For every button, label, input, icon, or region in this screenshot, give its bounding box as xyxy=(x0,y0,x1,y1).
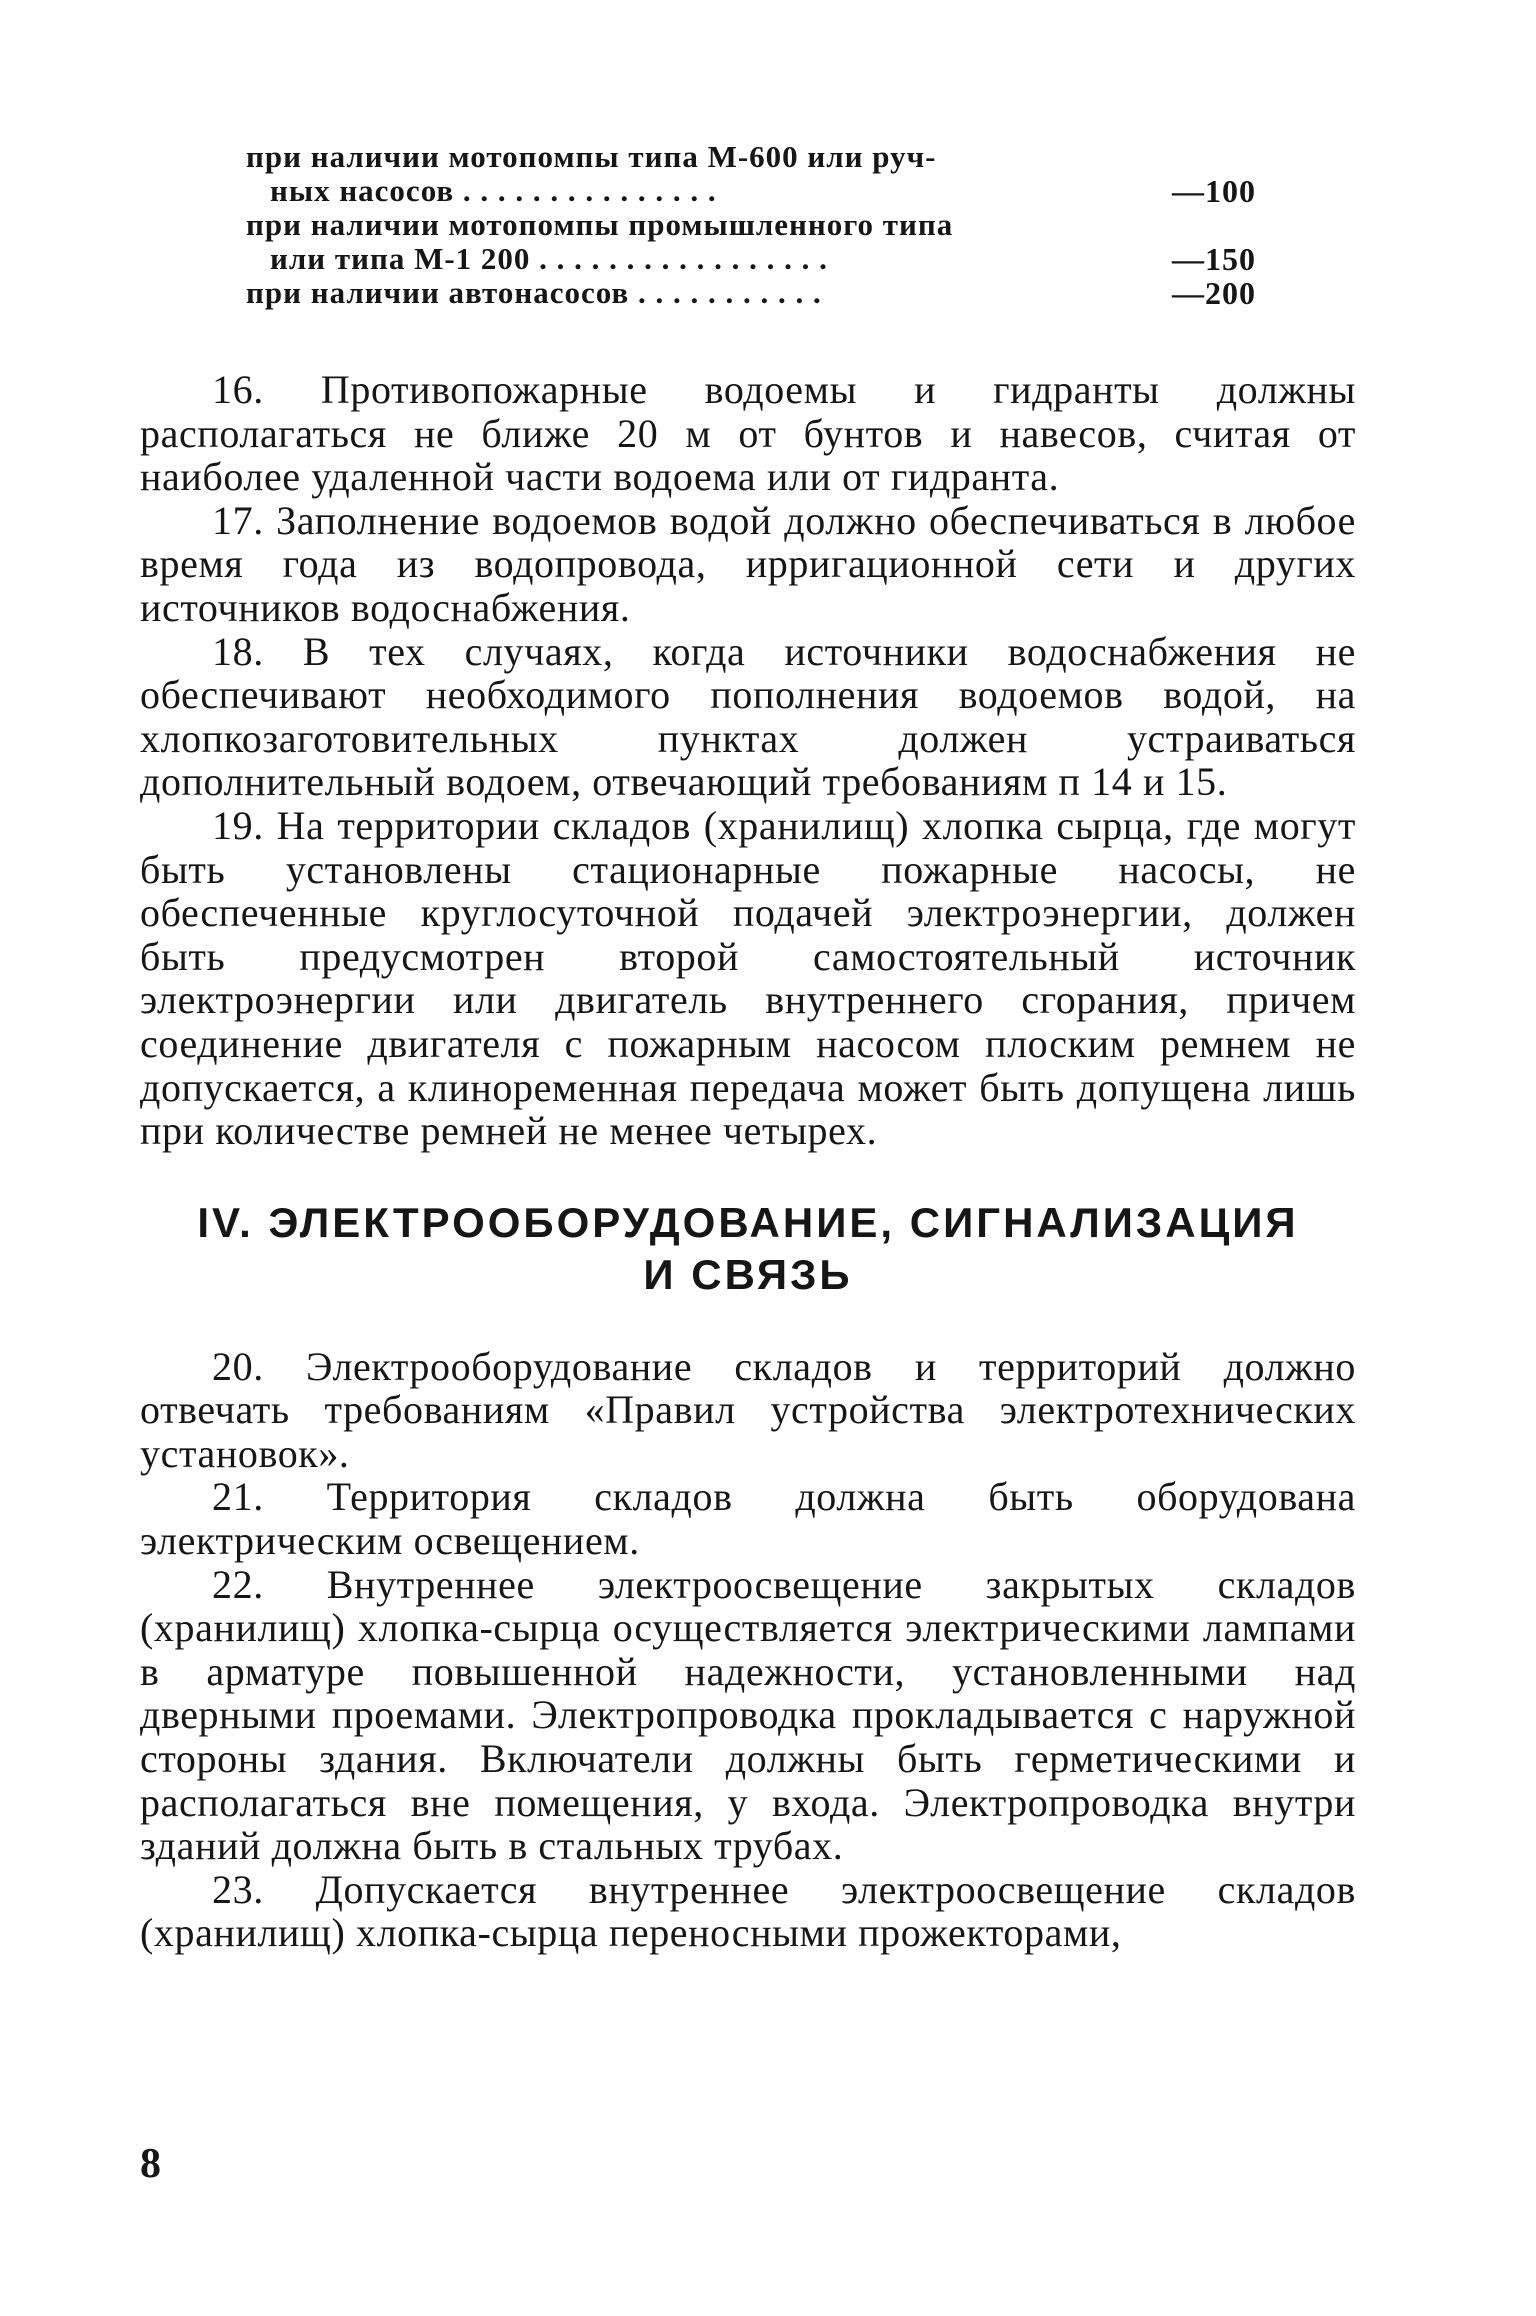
paragraph-19: 19. На территории складов (хранилищ) хлопка сырца, где могут быть установлены стационарные пожарные насосы, не обеспеченные круглосуточной подачей электроэнергии, должен быть предусмотрен второй самостоятельный источник электроэнергии или двигатель внутреннего сгорания, причем соединение двигателя с пожарным насосом плоским ремнем не допускается, а клиноременная передача может быть допущена лишь при количестве ремней не менее четырех. xyxy=(140,802,1356,1154)
row-value: —150 xyxy=(1172,241,1256,277)
row-value: —200 xyxy=(1172,275,1256,311)
section-heading-line-2: И СВЯЗЬ xyxy=(643,1250,853,1298)
row-text: или типа М-1 200 . . . . . . . . . . . . . . . . . xyxy=(270,242,828,276)
water-flow-table xyxy=(246,140,1256,310)
row-value: —100 xyxy=(1172,173,1256,209)
paragraph-23: 23. Допускается внутреннее электроосвещение складов (хранилищ) хлопка-сырца переносными прожекторами, xyxy=(140,1866,1356,1956)
body-text xyxy=(140,368,1356,1955)
table-row xyxy=(246,174,1256,208)
page-number: 8 xyxy=(140,2141,161,2187)
section-heading-line-1: IV. ЭЛЕКТРООБОРУДОВАНИЕ, СИГНАЛИЗАЦИЯ xyxy=(197,1198,1299,1246)
paragraph-20: 20. Электрооборудование складов и территорий должно отвечать требованиям «Правил устройства электротехнических установок». xyxy=(140,1343,1356,1476)
row-text: ных насосов . . . . . . . . . . . . . . . xyxy=(270,174,717,208)
section-heading xyxy=(140,1197,1356,1301)
table-row xyxy=(246,208,1256,242)
row-text: при наличии автонасосов . . . . . . . . . . . xyxy=(246,276,822,310)
paragraph-18: 18. В тех случаях, когда источники водоснабжения не обеспечивают необходимого пополнения водоемов водой, на хлопкозаготовительных пунктах должен устраиваться дополнительный водоем, отвечающий требованиям п 14 и 15. xyxy=(140,628,1356,805)
row-text: при наличии мотопомпы промышленного типа xyxy=(246,208,954,242)
table-row xyxy=(246,242,1256,276)
paragraph-16: 16. Противопожарные водоемы и гидранты должны располагаться не ближе 20 м от бунтов и навесов, считая от наиболее удаленной части водоема или от гидранта. xyxy=(140,367,1356,500)
table-row xyxy=(246,140,1256,174)
row-text: при наличии мотопомпы типа М-600 или руч- xyxy=(246,140,937,174)
paragraph-22: 22. Внутреннее электроосвещение закрытых складов (хранилищ) хлопка-сырца осуществляется электрическими лампами в арматуре повышенной надежности, установленными над дверными проемами. Электропроводка прокладывается с наружной стороны здания. Включатели должны быть герметическими и располагаться вне помещения, у входа. Электропроводка внутри зданий должна быть в стальных трубах. xyxy=(140,1561,1356,1869)
table-row xyxy=(246,276,1256,310)
paragraph-21: 21. Территория складов должна быть оборудована электрическим освещением. xyxy=(140,1474,1356,1564)
paragraph-17: 17. Заполнение водоемов водой должно обеспечиваться в любое время года из водопровода, ирригационной сети и других источников водоснабжения. xyxy=(140,497,1356,630)
